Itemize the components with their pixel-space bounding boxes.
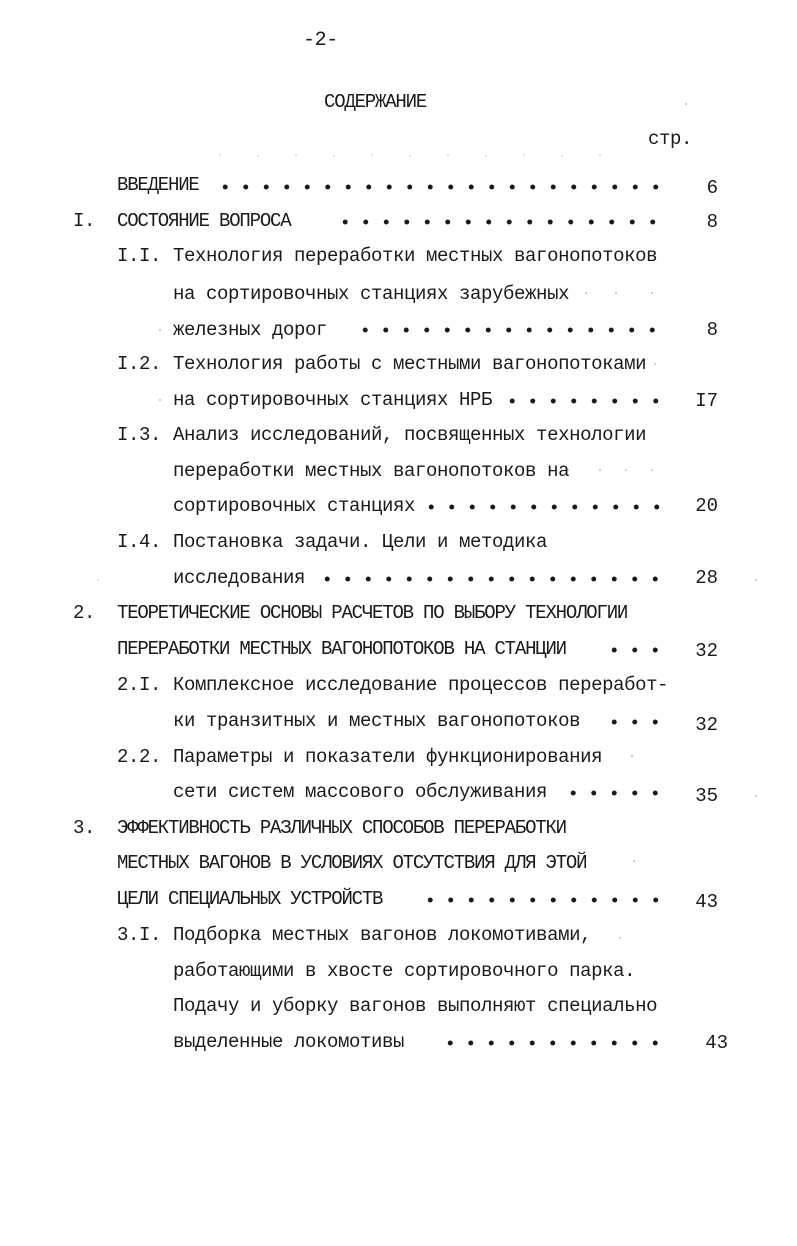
toc-entry-number: I.4. [117, 531, 162, 553]
toc-entry-text: работающими в хвосте сортировочного парка. [173, 960, 636, 982]
toc-entry-text: Комплексное исследование процессов переработ- [173, 674, 669, 696]
toc-page-number: 6 [706, 177, 718, 199]
toc-leader-dots [604, 647, 665, 653]
toc-leader-dots [215, 184, 665, 190]
toc-entry-text: МЕСТНЫХ ВАГОНОВ В УСЛОВИЯХ ОТСУТСТВИЯ ДЛЯ ЭТОЙ [117, 852, 587, 874]
toc-page-number: 28 [695, 567, 718, 589]
toc-entry-text: ПЕРЕРАБОТКИ МЕСТНЫХ ВАГОНОПОТОКОВ НА СТАНЦИИ [117, 638, 566, 660]
toc-entry-number: 3. [73, 817, 96, 839]
toc-leader-dots [563, 790, 665, 796]
toc-page-number: 43 [705, 1032, 728, 1054]
toc-leader-dots [604, 719, 665, 725]
toc-entry-text: Технология переработки местных вагонопотоков [173, 245, 658, 267]
toc-entry-text: сортировочных станциях [173, 495, 416, 517]
toc-entry-text: СОСТОЯНИЕ ВОПРОСА [117, 210, 291, 232]
toc-entry-number: I.I. [117, 245, 162, 267]
toc-leader-dots [420, 897, 665, 903]
toc-leader-dots [335, 219, 665, 225]
toc-entry-number: 2. [73, 602, 96, 624]
toc-entry-text: Анализ исследований, посвященных технологии [173, 424, 647, 446]
toc-entry-number: 2.I. [117, 674, 162, 696]
toc-entry-text: Параметры и показатели функционирования [173, 746, 603, 768]
toc-entry-number: 3.I. [117, 924, 162, 946]
page-column-label: стр. [648, 128, 693, 150]
toc-entry-text: на сортировочных станциях зарубежных [173, 283, 570, 305]
toc-page-number: 32 [695, 640, 718, 662]
toc-entry-text: железных дорог [173, 319, 328, 341]
toc-leader-dots [502, 398, 665, 404]
toc-entry-text: исследования [173, 567, 306, 589]
toc-entry-text: выделенные локомотивы [173, 1031, 405, 1053]
toc-entry-text: ки транзитных и местных вагонопотоков [173, 710, 581, 732]
toc-page-number: 8 [706, 319, 718, 341]
toc-entry-text: Подачу и уборку вагонов выполняют специально [173, 995, 658, 1017]
toc-leader-dots [440, 1040, 665, 1046]
toc-page-number: 35 [695, 785, 718, 807]
toc-entry-text: Подборка местных вагонов локомотивами, [173, 924, 592, 946]
toc-entry-text: на сортировочных станциях НРБ [173, 389, 493, 411]
toc-entry-text: Технология работы с местными вагонопотоками [173, 353, 647, 375]
page-number: -2- [303, 29, 338, 52]
toc-entry-number: 2.2. [117, 746, 162, 768]
toc-page-number: I7 [695, 390, 718, 412]
toc-leader-dots [355, 327, 665, 333]
toc-entry-text: ЦЕЛИ СПЕЦИАЛЬНЫХ УСТРОЙСТВ [117, 888, 383, 910]
toc-entry-text: ЭФФЕКТИВНОСТЬ РАЗЛИЧНЫХ СПОСОБОВ ПЕРЕРАБОТКИ [117, 817, 566, 839]
toc-entry-text: Постановка задачи. Цели и методика [173, 531, 548, 553]
toc-entry-text: ТЕОРЕТИЧЕСКИЕ ОСНОВЫ РАСЧЕТОВ ПО ВЫБОРУ ТЕХНОЛОГИИ [117, 602, 628, 624]
toc-leader-dots [421, 504, 665, 510]
toc-page-number: 32 [695, 714, 718, 736]
toc-entry-number: I.2. [117, 353, 162, 375]
toc-entry-number: I. [73, 210, 96, 232]
toc-entry-number: I.3. [117, 424, 162, 446]
toc-page-number: 20 [695, 495, 718, 517]
toc-page-number: 43 [695, 891, 718, 913]
toc-leader-dots [317, 576, 665, 582]
toc-entry-text: ВВЕДЕНИЕ [117, 174, 199, 196]
page-title: СОДЕРЖАНИЕ [324, 91, 427, 113]
toc-entry-text: переработки местных вагонопотоков на [173, 460, 570, 482]
toc-entry-text: сети систем массового обслуживания [173, 781, 548, 803]
toc-page-number: 8 [706, 211, 718, 233]
